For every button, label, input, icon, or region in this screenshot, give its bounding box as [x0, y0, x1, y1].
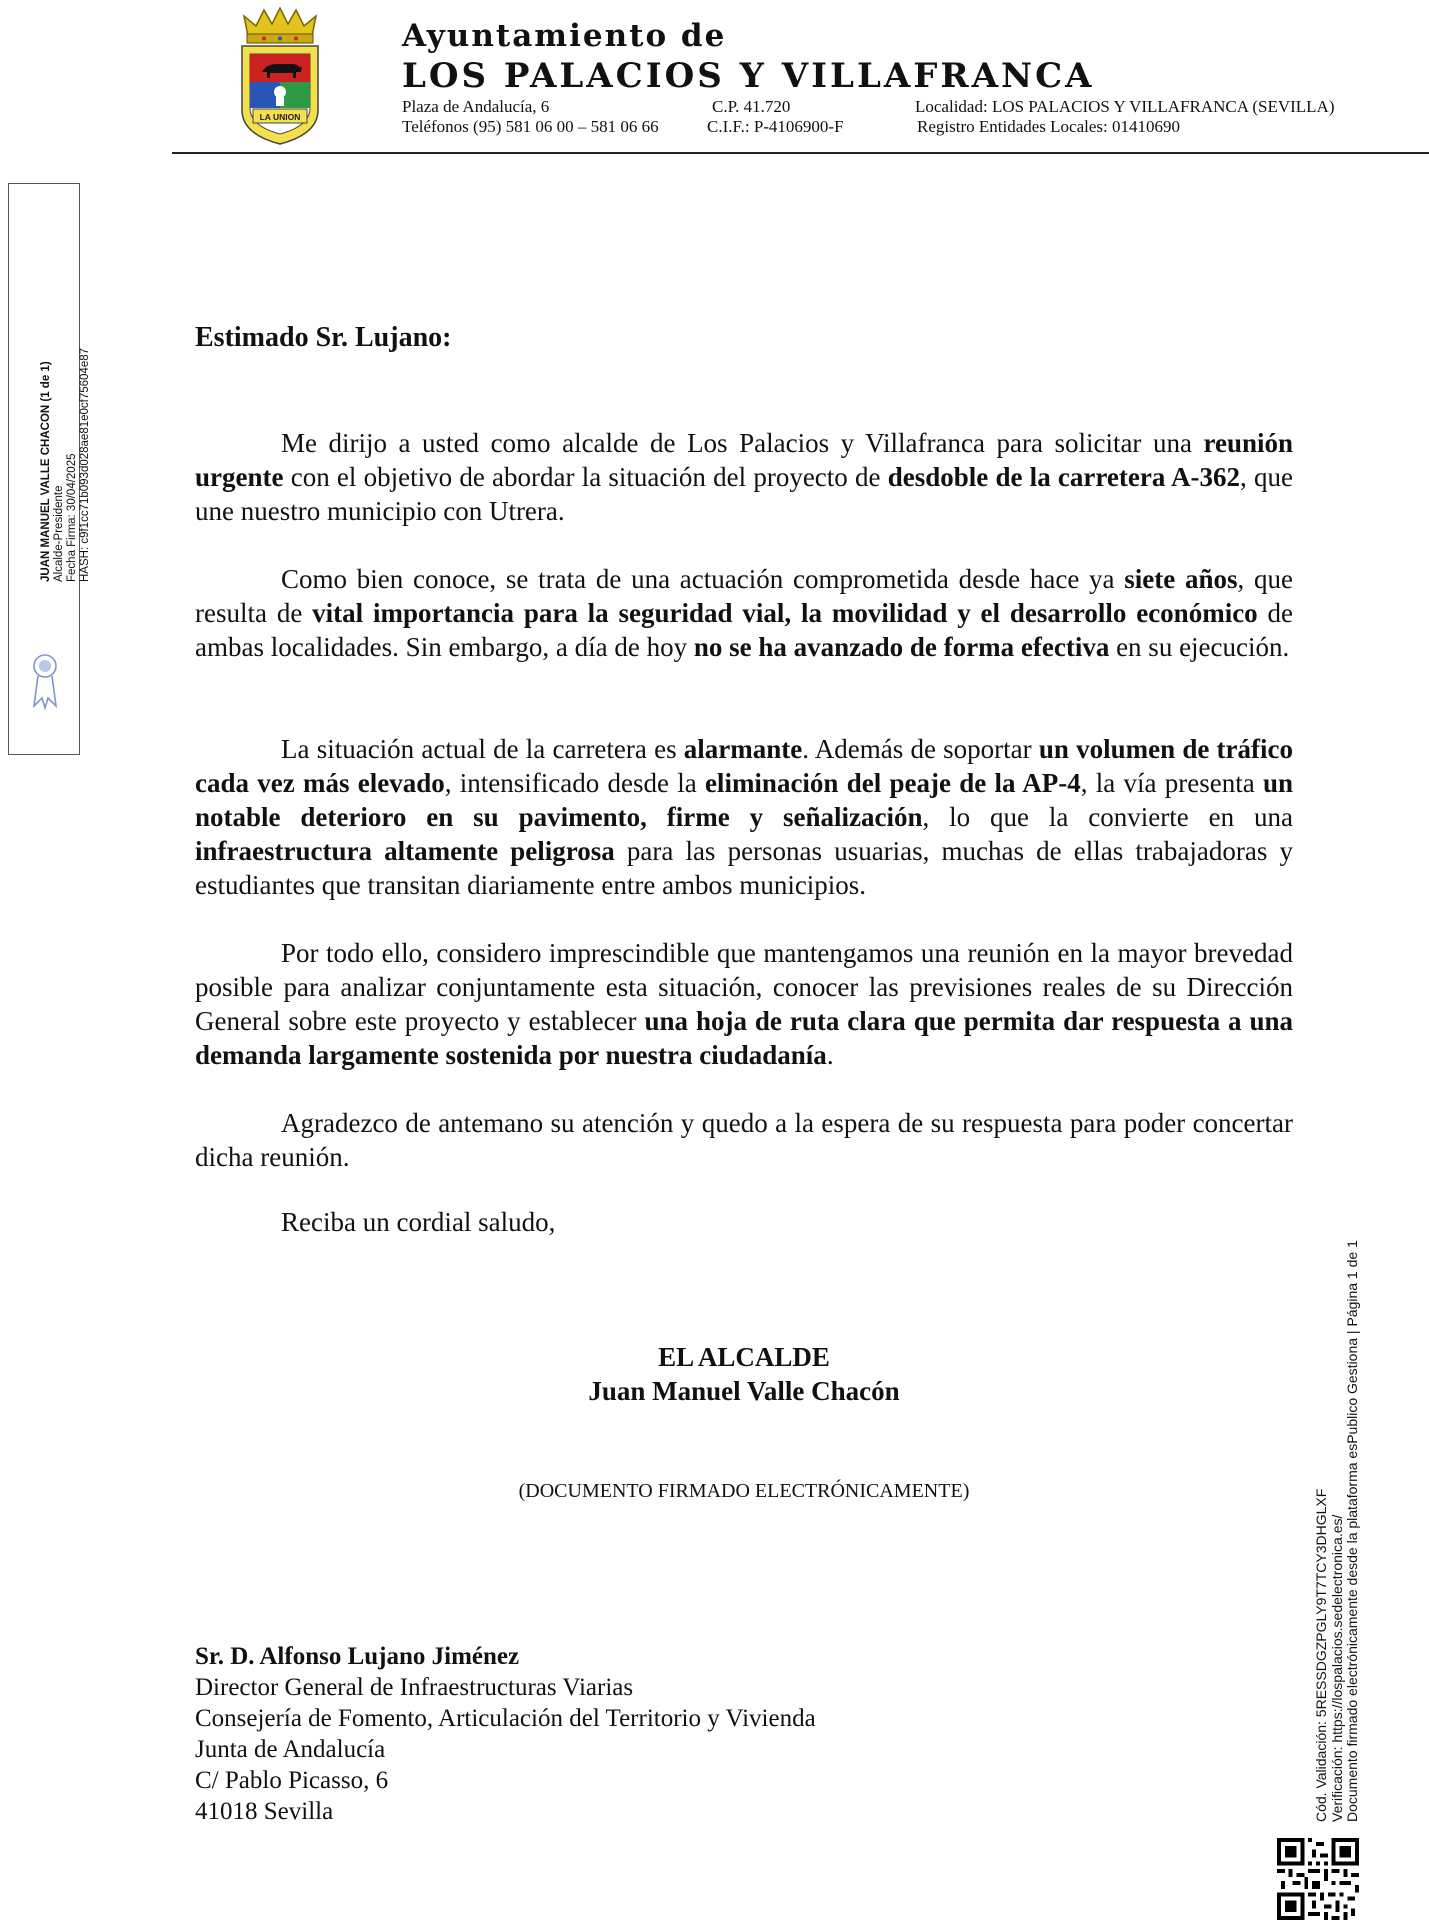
header-cif: C.I.F.: P-4106900-F [707, 117, 844, 136]
validation-code: Cód. Validación: 5RESSDGZPGLY9T7TCY3DHGLXF [1313, 1488, 1329, 1822]
stamp-date: Fecha Firma: 30/04/2025 [66, 453, 78, 582]
signature-stamp-text [40, 282, 92, 582]
signed-note: (DOCUMENTO FIRMADO ELECTRÓNICAMENTE) [518, 1480, 970, 1502]
stamp-hash: HASH: c9f1cc71b093d028ae81e0cf75604e87 [79, 347, 91, 582]
verification-text [1314, 1202, 1361, 1822]
signer-title: EL ALCALDE [658, 1342, 830, 1372]
emphasis: infraestructura altamente peligrosa [195, 836, 615, 866]
qr-code-icon [1276, 1838, 1360, 1920]
emphasis: eliminación del peaje de la AP-4 [704, 768, 1081, 798]
emphasis: alarmante [683, 734, 803, 764]
stamp-signer: JUAN MANUEL VALLE CHACON (1 de 1) [40, 361, 52, 582]
recipient-street: C/ Pablo Picasso, 6 [195, 1767, 389, 1794]
paragraph-1 [195, 426, 1293, 528]
emphasis: un volumen de tráfico cada vez más elevado [195, 734, 1293, 798]
signer-name: Juan Manuel Valle Chacón [588, 1376, 900, 1406]
paragraph-3 [195, 732, 1293, 902]
text: Agradezco de antemano su atención y quedo a la espera de su respuesta para poder concertar dicha reunión. [195, 1108, 1293, 1172]
emphasis: una hoja de ruta clara que permita dar respuesta a una demanda largamente sostenida por nuestra ciudadanía [195, 1006, 1293, 1070]
text: La situación actual de la carretera es [281, 734, 684, 764]
header-registry: Registro Entidades Locales: 01410690 [917, 117, 1180, 136]
text: , lo que la convierte en una [922, 802, 1294, 832]
text: para las personas usuarias, muchas de ellas trabajadoras y estudiantes que transitan diariamente entre ambos municipios. [195, 836, 1293, 900]
text: con el objetivo de abordar la situación del proyecto de [283, 462, 888, 492]
header-postal-code: C.P. 41.720 [712, 97, 791, 116]
text: Como bien conoce, se trata de una actuación comprometida desde hace ya [281, 564, 1125, 594]
header-locality: Localidad: LOS PALACIOS Y VILLAFRANCA (SEVILLA) [915, 97, 1335, 116]
header-title-line2: LOS PALACIOS Y VILLAFRANCA [402, 56, 1095, 96]
text: . [826, 1040, 834, 1070]
paragraph-5 [195, 1106, 1293, 1174]
recipient-name: Sr. D. Alfonso Lujano Jiménez [195, 1643, 520, 1670]
emphasis: reunión urgente [195, 428, 1293, 492]
paragraph-2 [195, 562, 1293, 664]
header-title-line1: Ayuntamiento de [402, 18, 727, 54]
text: Por todo ello, considero imprescindible que mantengamos una reunión en la mayor brevedad posible para analizar conjuntamente esta situación, conocer las previsiones reales de su Dirección General sobre este proyecto y establecer [195, 938, 1293, 1036]
platform-note: Documento firmado electrónicamente desde la plataforma esPublico Gestiona | Página 1 de 1 [1344, 1240, 1360, 1822]
text: . Además de soportar [802, 734, 1039, 764]
text: , que resulta de [195, 564, 1294, 628]
emphasis: vital importancia para la seguridad vial, la movilidad y el desarrollo económico [312, 598, 1258, 628]
salutation: Estimado Sr. Lujano: [195, 322, 452, 353]
text: de ambas localidades. Sin embargo, a día de hoy [195, 598, 1294, 662]
paragraph-4 [195, 936, 1293, 1072]
header-phones: Teléfonos (95) 581 06 00 – 581 06 66 [402, 117, 659, 136]
emphasis: no se ha avanzado de forma efectiva [693, 632, 1110, 662]
text: en su ejecución. [1109, 632, 1290, 662]
municipal-crest-logo [238, 6, 322, 146]
text: , intensificado desde la [444, 768, 705, 798]
text: , la vía presenta [1080, 768, 1263, 798]
header-divider [172, 152, 1429, 154]
header-address: Plaza de Andalucía, 6 [402, 97, 550, 116]
text: , que une nuestro municipio con Utrera. [195, 462, 1294, 526]
recipient-position: Director General de Infraestructuras Viarias [195, 1674, 634, 1701]
stamp-role: Alcalde-Presidente [53, 485, 65, 582]
recipient-city: 41018 Sevilla [195, 1798, 334, 1825]
electronic-signature-icon [26, 650, 64, 710]
emphasis: un notable deterioro en su pavimento, firme y señalización [195, 768, 1293, 832]
emphasis: siete años [1124, 564, 1238, 594]
text: Me dirijo a usted como alcalde de Los Palacios y Villafranca para solicitar una [281, 428, 1204, 458]
recipient-department: Consejería de Fomento, Articulación del Territorio y Vivienda [195, 1705, 816, 1732]
verification-url[interactable]: Verificación: https://lospalacios.sedelectronica.es/ [1328, 1514, 1345, 1822]
emphasis: desdoble de la carretera A-362 [887, 462, 1241, 492]
recipient-organization: Junta de Andalucía [195, 1736, 386, 1763]
crest-banner-text: LA UNION [259, 112, 301, 122]
closing: Reciba un cordial saludo, [281, 1207, 556, 1237]
